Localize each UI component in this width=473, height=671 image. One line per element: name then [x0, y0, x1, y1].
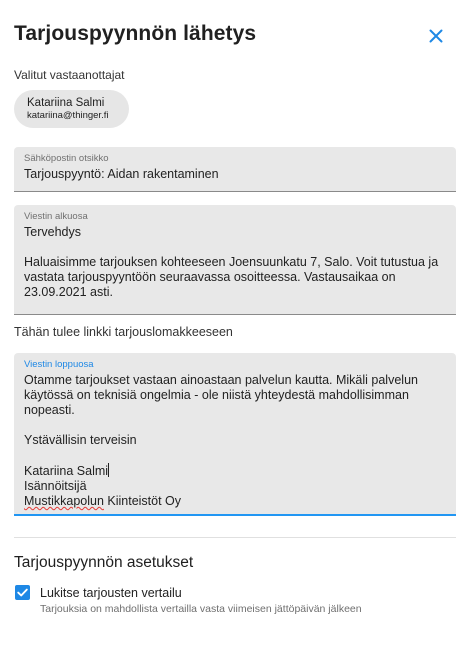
subject-label: Sähköpostin otsikko — [24, 153, 109, 164]
lock-comparison-checkbox[interactable] — [15, 585, 30, 600]
settings-divider — [14, 537, 456, 538]
message-intro-greeting: Tervehdys — [24, 225, 81, 239]
signature-company-misspelled: Mustikkapolun — [24, 494, 104, 508]
message-intro-label: Viestin alkuosa — [24, 211, 88, 222]
check-icon — [15, 585, 30, 600]
subject-value: Tarjouspyyntö: Aidan rakentaminen — [24, 167, 219, 181]
close-icon — [426, 26, 446, 46]
text-caret — [108, 463, 109, 477]
close-button[interactable] — [426, 26, 446, 46]
message-outro-field[interactable] — [14, 353, 456, 516]
recipient-name: Katariina Salmi — [27, 97, 105, 109]
lock-comparison-label[interactable]: Lukitse tarjousten vertailu — [40, 586, 182, 600]
signature-role: Isännöitsijä — [24, 479, 87, 493]
signature-name: Katariina Salmi — [24, 464, 109, 478]
message-intro-body: Haluaisimme tarjouksen kohteeseen Joensuunkatu 7, Salo. Voit tutustua ja vastata tarjouspyyntöön seuraavassa osoitteessa. Vastausaikaa on 23.09.2021 asti. — [24, 255, 442, 299]
message-intro-field[interactable] — [14, 205, 456, 315]
recipient-chip[interactable] — [14, 90, 129, 128]
message-outro-label: Viestin loppuosa — [24, 359, 94, 370]
subject-field[interactable] — [14, 147, 456, 192]
recipient-email: katariina@thinger.fi — [27, 110, 109, 121]
signature-company-rest: Kiinteistöt Oy — [103, 494, 182, 508]
link-placeholder-text: Tähän tulee linkki tarjouslomakkeeseen — [14, 325, 233, 339]
recipients-label: Valitut vastaanottajat — [14, 68, 125, 82]
message-outro-closing: Ystävällisin terveisin — [24, 433, 137, 447]
message-outro-body: Otamme tarjoukset vastaan ainoastaan palvelun kautta. Mikäli palvelun käytössä on teknisiä ongelmia - ole niistä yhteydestä mahdollisimman nopeasti. — [24, 373, 422, 417]
lock-comparison-help: Tarjouksia on mahdollista vertailla vasta viimeisen jättöpäivän jälkeen — [40, 603, 362, 615]
dialog-title: Tarjouspyynnön lähetys — [14, 22, 257, 45]
settings-title: Tarjouspyynnön asetukset — [14, 554, 194, 571]
